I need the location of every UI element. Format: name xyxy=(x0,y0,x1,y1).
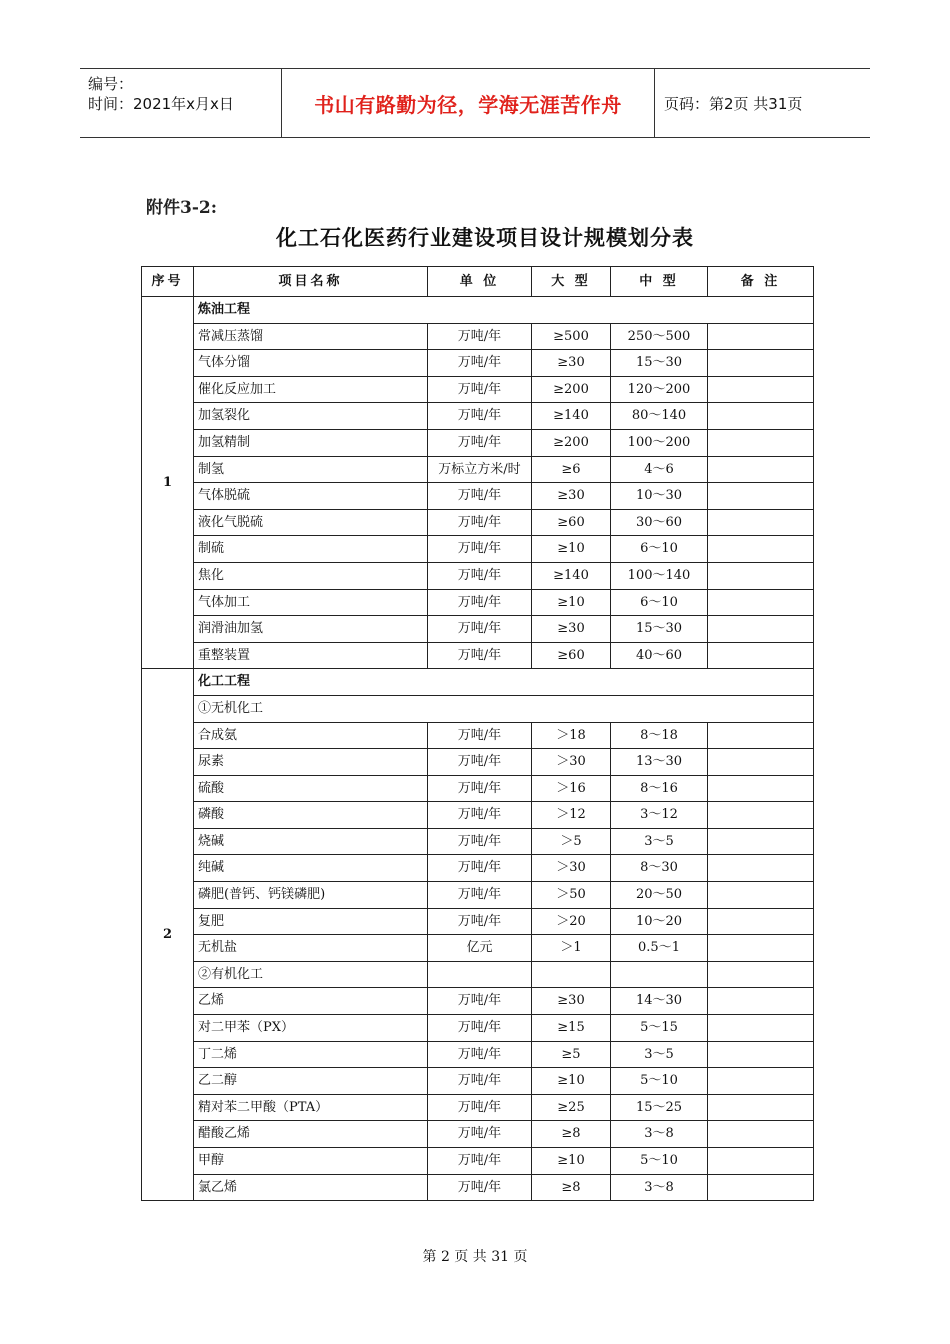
col-header-unit: 单 位 xyxy=(428,267,532,297)
col-header-index: 序号 xyxy=(142,267,194,297)
remarks-cell xyxy=(708,1174,814,1201)
large-cell: ＞50 xyxy=(532,882,611,909)
table-row xyxy=(142,562,814,589)
remarks-cell xyxy=(708,483,814,510)
section-row xyxy=(142,669,814,696)
large-cell: ≥30 xyxy=(532,616,611,643)
medium-cell: 3～12 xyxy=(611,802,708,829)
medium-cell: 5～10 xyxy=(611,1148,708,1175)
item-name-cell: 气体分馏 xyxy=(194,350,428,377)
col-header-remarks: 备 注 xyxy=(708,267,814,297)
table-row xyxy=(142,855,814,882)
remarks-cell xyxy=(708,802,814,829)
medium-cell: 3～5 xyxy=(611,1041,708,1068)
large-cell: ＞20 xyxy=(532,908,611,935)
large-cell: ≥140 xyxy=(532,403,611,430)
remarks-cell xyxy=(708,376,814,403)
large-cell: ≥30 xyxy=(532,988,611,1015)
remarks-cell xyxy=(708,456,814,483)
remarks-cell xyxy=(708,403,814,430)
large-cell: ≥500 xyxy=(532,323,611,350)
item-name-cell: 对二甲苯（PX） xyxy=(194,1015,428,1042)
large-cell: ≥30 xyxy=(532,350,611,377)
item-name-cell: 磷肥(普钙、钙镁磷肥) xyxy=(194,882,428,909)
remarks-cell xyxy=(708,589,814,616)
item-name-cell: 精对苯二甲酸（PTA） xyxy=(194,1094,428,1121)
item-name-cell: 烧碱 xyxy=(194,828,428,855)
remarks-cell xyxy=(708,1094,814,1121)
unit-cell xyxy=(428,961,532,988)
table-row xyxy=(142,935,814,962)
item-name-cell: 醋酸乙烯 xyxy=(194,1121,428,1148)
item-name-cell: 纯碱 xyxy=(194,855,428,882)
large-cell: ＞30 xyxy=(532,855,611,882)
col-header-large: 大 型 xyxy=(532,267,611,297)
unit-cell: 万吨/年 xyxy=(428,403,532,430)
section-heading: 化工工程 xyxy=(194,669,814,696)
section-row xyxy=(142,297,814,324)
large-cell: ≥10 xyxy=(532,1148,611,1175)
item-name-cell: 气体加工 xyxy=(194,589,428,616)
medium-cell: 14～30 xyxy=(611,988,708,1015)
large-cell: ＞12 xyxy=(532,802,611,829)
col-header-medium: 中 型 xyxy=(611,267,708,297)
table-row xyxy=(142,722,814,749)
table-row xyxy=(142,1068,814,1095)
unit-cell: 万吨/年 xyxy=(428,802,532,829)
medium-cell: 250～500 xyxy=(611,323,708,350)
table-row xyxy=(142,882,814,909)
remarks-cell xyxy=(708,775,814,802)
medium-cell: 6～10 xyxy=(611,536,708,563)
unit-cell: 万吨/年 xyxy=(428,749,532,776)
table-row xyxy=(142,749,814,776)
table-row xyxy=(142,456,814,483)
medium-cell: 8～18 xyxy=(611,722,708,749)
table-row xyxy=(142,403,814,430)
section-heading: 炼油工程 xyxy=(194,297,814,324)
large-cell: ≥10 xyxy=(532,589,611,616)
section-row xyxy=(142,695,814,722)
medium-cell: 10～20 xyxy=(611,908,708,935)
large-cell: ＞30 xyxy=(532,749,611,776)
item-name-cell: 丁二烯 xyxy=(194,1041,428,1068)
medium-cell: 10～30 xyxy=(611,483,708,510)
item-name-cell: 硫酸 xyxy=(194,775,428,802)
table-row xyxy=(142,1121,814,1148)
table-row xyxy=(142,1015,814,1042)
medium-cell: 100～200 xyxy=(611,429,708,456)
unit-cell: 万吨/年 xyxy=(428,1015,532,1042)
item-name-cell: 常减压蒸馏 xyxy=(194,323,428,350)
medium-cell: 30～60 xyxy=(611,509,708,536)
remarks-cell xyxy=(708,828,814,855)
item-name-cell: 尿素 xyxy=(194,749,428,776)
table-row xyxy=(142,509,814,536)
unit-cell: 万吨/年 xyxy=(428,350,532,377)
medium-cell: 5～10 xyxy=(611,1068,708,1095)
remarks-cell xyxy=(708,935,814,962)
unit-cell: 万吨/年 xyxy=(428,828,532,855)
remarks-cell xyxy=(708,1041,814,1068)
table-row xyxy=(142,908,814,935)
unit-cell: 万吨/年 xyxy=(428,775,532,802)
large-cell: ≥200 xyxy=(532,429,611,456)
remarks-cell xyxy=(708,429,814,456)
table-row xyxy=(142,376,814,403)
large-cell: ≥60 xyxy=(532,509,611,536)
large-cell: ≥8 xyxy=(532,1174,611,1201)
unit-cell: 亿元 xyxy=(428,935,532,962)
medium-cell: 15～30 xyxy=(611,350,708,377)
section-heading: ②有机化工 xyxy=(194,961,428,988)
page-header xyxy=(80,68,870,138)
item-name-cell: 乙二醇 xyxy=(194,1068,428,1095)
remarks-cell xyxy=(708,562,814,589)
large-cell: ≥140 xyxy=(532,562,611,589)
date-label: 时间：2021年x月x日 xyxy=(88,95,234,113)
item-name-cell: 重整装置 xyxy=(194,642,428,669)
group-index: 1 xyxy=(142,297,194,669)
table-row xyxy=(142,1041,814,1068)
col-header-name: 项目名称 xyxy=(194,267,428,297)
annex-label: 附件3-2: xyxy=(146,198,217,218)
item-name-cell: 甲醇 xyxy=(194,1148,428,1175)
item-name-cell: 加氢精制 xyxy=(194,429,428,456)
item-name-cell: 焦化 xyxy=(194,562,428,589)
table-row xyxy=(142,616,814,643)
large-cell: ≥15 xyxy=(532,1015,611,1042)
table-row xyxy=(142,802,814,829)
item-name-cell: 制硫 xyxy=(194,536,428,563)
unit-cell: 万吨/年 xyxy=(428,536,532,563)
medium-cell: 0.5～1 xyxy=(611,935,708,962)
table-row xyxy=(142,1174,814,1201)
large-cell: ≥200 xyxy=(532,376,611,403)
unit-cell: 万吨/年 xyxy=(428,1121,532,1148)
remarks-cell xyxy=(708,988,814,1015)
large-cell: ≥8 xyxy=(532,1121,611,1148)
large-cell: ＞1 xyxy=(532,935,611,962)
item-name-cell: 加氢裂化 xyxy=(194,403,428,430)
large-cell: ≥6 xyxy=(532,456,611,483)
unit-cell: 万吨/年 xyxy=(428,908,532,935)
table-row xyxy=(142,536,814,563)
header-page-cell xyxy=(654,69,870,137)
unit-cell: 万吨/年 xyxy=(428,1174,532,1201)
unit-cell: 万吨/年 xyxy=(428,562,532,589)
item-name-cell: 催化反应加工 xyxy=(194,376,428,403)
motto-text: 书山有路勤为径，学海无涯苦作舟 xyxy=(314,92,622,117)
remarks-cell xyxy=(708,536,814,563)
unit-cell: 万吨/年 xyxy=(428,722,532,749)
unit-cell: 万吨/年 xyxy=(428,483,532,510)
unit-cell: 万吨/年 xyxy=(428,988,532,1015)
unit-cell: 万吨/年 xyxy=(428,1068,532,1095)
remarks-cell xyxy=(708,323,814,350)
medium-cell: 80～140 xyxy=(611,403,708,430)
table-header-row xyxy=(142,267,814,297)
medium-cell: 3～8 xyxy=(611,1121,708,1148)
document-title: 化工石化医药行业建设项目设计规模划分表 xyxy=(276,225,694,250)
remarks-cell xyxy=(708,1068,814,1095)
unit-cell: 万吨/年 xyxy=(428,1041,532,1068)
table-row xyxy=(142,1094,814,1121)
remarks-cell xyxy=(708,350,814,377)
page-footer: 第 2 页 共 31 页 xyxy=(422,1249,528,1265)
large-cell: ≥5 xyxy=(532,1041,611,1068)
large-cell: ≥30 xyxy=(532,483,611,510)
table-row xyxy=(142,642,814,669)
item-name-cell: 乙烯 xyxy=(194,988,428,1015)
group-index: 2 xyxy=(142,669,194,1201)
unit-cell: 万吨/年 xyxy=(428,429,532,456)
medium-cell: 40～60 xyxy=(611,642,708,669)
table-row xyxy=(142,429,814,456)
medium-cell: 5～15 xyxy=(611,1015,708,1042)
section-row xyxy=(142,961,814,988)
table-row xyxy=(142,483,814,510)
remarks-cell xyxy=(708,642,814,669)
medium-cell: 100～140 xyxy=(611,562,708,589)
item-name-cell: 磷酸 xyxy=(194,802,428,829)
remarks-cell xyxy=(708,616,814,643)
medium-cell: 13～30 xyxy=(611,749,708,776)
medium-cell: 120～200 xyxy=(611,376,708,403)
unit-cell: 万吨/年 xyxy=(428,509,532,536)
number-label: 编号： xyxy=(88,75,134,93)
medium-cell: 4～6 xyxy=(611,456,708,483)
large-cell: ＞16 xyxy=(532,775,611,802)
remarks-cell xyxy=(708,1148,814,1175)
remarks-cell xyxy=(708,749,814,776)
item-name-cell: 氯乙烯 xyxy=(194,1174,428,1201)
table-row xyxy=(142,828,814,855)
unit-cell: 万吨/年 xyxy=(428,642,532,669)
medium-cell: 3～8 xyxy=(611,1174,708,1201)
unit-cell: 万吨/年 xyxy=(428,616,532,643)
table-row xyxy=(142,775,814,802)
medium-cell: 20～50 xyxy=(611,882,708,909)
large-cell: ≥25 xyxy=(532,1094,611,1121)
item-name-cell: 无机盐 xyxy=(194,935,428,962)
item-name-cell: 液化气脱硫 xyxy=(194,509,428,536)
item-name-cell: 气体脱硫 xyxy=(194,483,428,510)
remarks-cell xyxy=(708,855,814,882)
table-body xyxy=(142,297,814,1201)
remarks-cell xyxy=(708,1015,814,1042)
medium-cell: 8～16 xyxy=(611,775,708,802)
medium-cell: 15～30 xyxy=(611,616,708,643)
table-row xyxy=(142,988,814,1015)
large-cell xyxy=(532,961,611,988)
header-meta xyxy=(80,69,281,137)
large-cell: ≥60 xyxy=(532,642,611,669)
item-name-cell: 合成氨 xyxy=(194,722,428,749)
unit-cell: 万标立方米/时 xyxy=(428,456,532,483)
table-row xyxy=(142,323,814,350)
medium-cell: 3～5 xyxy=(611,828,708,855)
unit-cell: 万吨/年 xyxy=(428,882,532,909)
page-info: 页码：第2页 共31页 xyxy=(664,94,803,113)
unit-cell: 万吨/年 xyxy=(428,376,532,403)
table-row xyxy=(142,350,814,377)
unit-cell: 万吨/年 xyxy=(428,323,532,350)
unit-cell: 万吨/年 xyxy=(428,855,532,882)
item-name-cell: 复肥 xyxy=(194,908,428,935)
unit-cell: 万吨/年 xyxy=(428,1094,532,1121)
unit-cell: 万吨/年 xyxy=(428,1148,532,1175)
remarks-cell xyxy=(708,908,814,935)
unit-cell: 万吨/年 xyxy=(428,589,532,616)
table-row xyxy=(142,1148,814,1175)
item-name-cell: 制氢 xyxy=(194,456,428,483)
remarks-cell xyxy=(708,509,814,536)
large-cell: ≥10 xyxy=(532,1068,611,1095)
table-row xyxy=(142,589,814,616)
medium-cell: 8～30 xyxy=(611,855,708,882)
remarks-cell xyxy=(708,722,814,749)
section-heading: ①无机化工 xyxy=(194,695,814,722)
remarks-cell xyxy=(708,1121,814,1148)
remarks-cell xyxy=(708,961,814,988)
medium-cell: 6～10 xyxy=(611,589,708,616)
large-cell: ＞18 xyxy=(532,722,611,749)
large-cell: ≥10 xyxy=(532,536,611,563)
medium-cell xyxy=(611,961,708,988)
header-motto-cell xyxy=(281,69,655,137)
large-cell: ＞5 xyxy=(532,828,611,855)
remarks-cell xyxy=(708,882,814,909)
scale-table xyxy=(141,266,813,1201)
item-name-cell: 润滑油加氢 xyxy=(194,616,428,643)
medium-cell: 15～25 xyxy=(611,1094,708,1121)
